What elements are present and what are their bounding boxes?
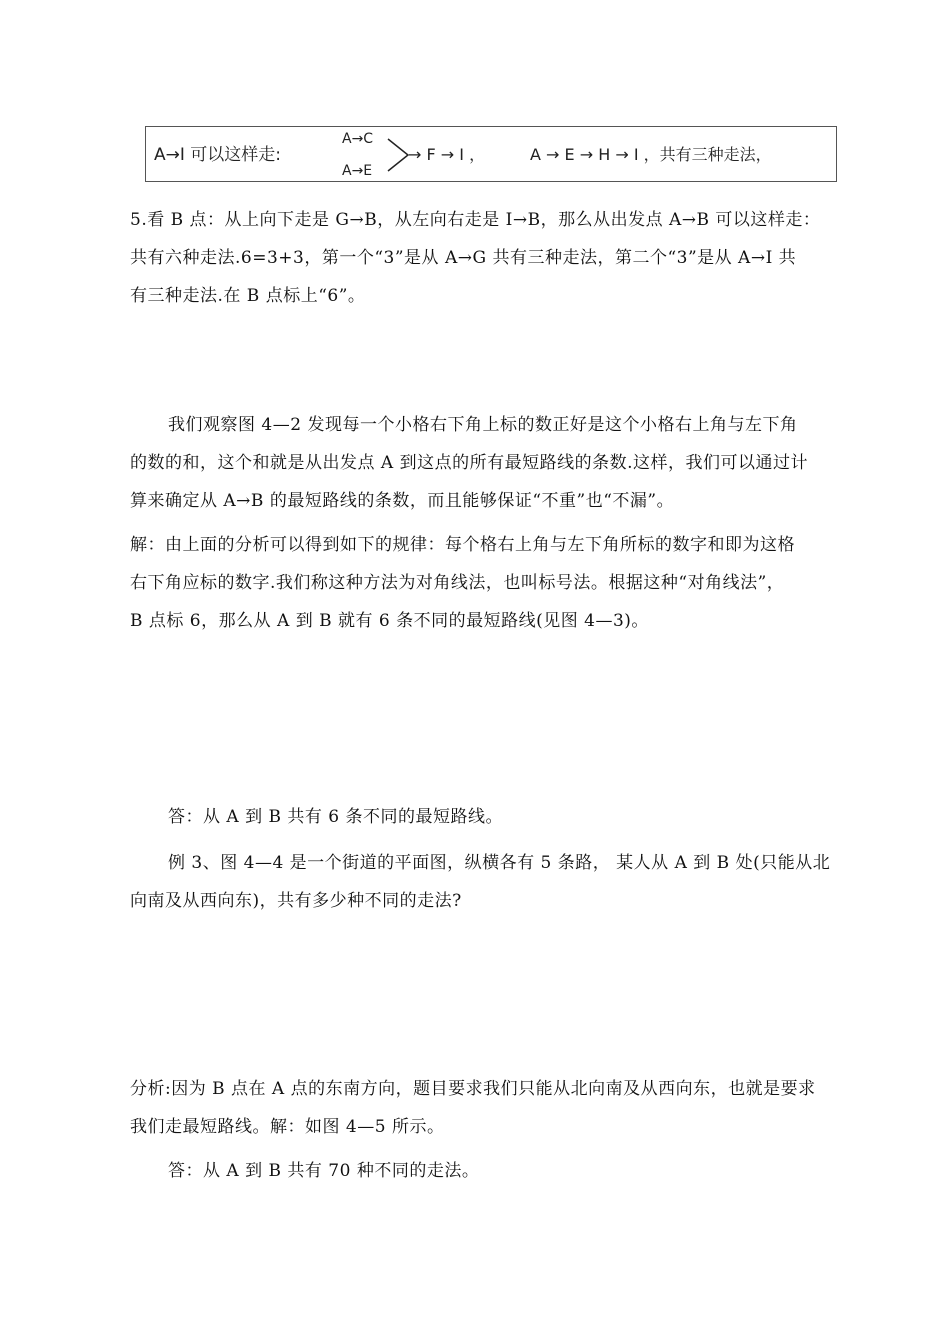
observation-line-1: 我们观察图 4—2 发现每一个小格右下角上标的数正好是这个小格右上角与左下角 [168, 415, 798, 435]
figure-path2: A → E → H → I ，共有三种走法， [530, 145, 772, 164]
p5-line-3: 有三种走法.在 B 点标上“6”。 [130, 286, 366, 306]
example-3-line-2: 向南及从西向东)，共有多少种不同的走法? [130, 891, 462, 911]
example-3-line-1: 例 3、图 4—4 是一个街道的平面图，纵横各有 5 条路， 某人从 A 到 B 处(只能从北 [168, 853, 831, 873]
observation-line-2: 的数的和，这个和就是从出发点 A 到这点的所有最短路线的条数.这样，我们可以通过计 [130, 453, 808, 473]
solution-line-1: 解：由上面的分析可以得到如下的规律：每个格右上角与左下角所标的数字和即为这格 [130, 535, 795, 555]
p5-line-1: 5.看 B 点：从上向下走是 G→B，从左向右走是 I→B，那么从出发点 A→B 可以这样走： [130, 210, 821, 230]
figure-after-branch: → F → I ， [408, 145, 486, 164]
figure-branch-top: A→C [342, 131, 374, 147]
solution-line-2: 右下角应标的数字.我们称这种方法为对角线法，也叫标号法。根据这种“对角线法”， [130, 573, 785, 593]
analysis-line-1: 分析:因为 B 点在 A 点的东南方向，题目要求我们只能从北向南及从西向东，也就是要求 [130, 1079, 816, 1099]
answer-2: 答：从 A 到 B 共有 70 种不同的走法。 [168, 1161, 480, 1181]
answer-1: 答：从 A 到 B 共有 6 条不同的最短路线。 [168, 807, 504, 827]
solution-line-3: B 点标 6，那么从 A 到 B 就有 6 条不同的最短路线(见图 4—3)。 [130, 611, 649, 631]
path-diagram-figure [145, 126, 837, 182]
observation-line-3: 算来确定从 A→B 的最短路线的条数，而且能够保证“不重”也“不漏”。 [130, 491, 675, 511]
figure-prefix: A→I 可以这样走: [154, 145, 282, 165]
analysis-line-2: 我们走最短路线。解：如图 4—5 所示。 [130, 1117, 445, 1137]
path-diagram-svg [146, 127, 838, 183]
merge-chevron-icon [388, 139, 408, 171]
figure-branch-bottom: A→E [342, 163, 373, 179]
p5-line-2: 共有六种走法.6=3+3，第一个“3”是从 A→G 共有三种走法，第二个“3”是从 A→I 共 [130, 248, 797, 268]
